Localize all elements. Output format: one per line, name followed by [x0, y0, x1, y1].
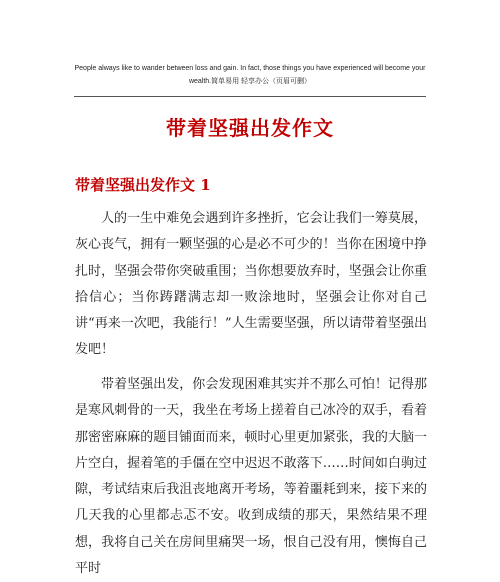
- document-title: 带着坚强出发作文: [166, 116, 334, 140]
- body-paragraph: 人的一生中难免会遇到许多挫折，它会让我们一筹莫展，灰心丧气，拥有一颗坚强的心是必不可少的！当你在困境中挣扎时，坚强会带你突破重围；当你想要放弃时，坚强会让你重拾信心；当你踌躇满志却一败涂地时，坚强会让你对自己讲“再来一次吧，我能行！”人生需要坚强，所以请带着坚强出发吧！: [75, 211, 427, 358]
- page-header: [40, 62, 460, 88]
- header-line-2: wealth.简单易用 轻享办公（页眉可删）: [188, 78, 312, 85]
- header-line-1: People always like to wander between loss and gain. In fact, those things you have experienced will become your: [74, 65, 426, 72]
- section-heading: 带着坚强出发作文 1: [75, 176, 211, 194]
- body-paragraph: 带着坚强出发，你会发现困难其实并不那么可怕！记得那是寒风刺骨的一天，我坐在考场上搓着自己冰冷的双手，看着那密密麻麻的题目铺面而来，顿时心里更加紧张，我的大脑一片空白，握着笔的手僵在空中迟迟不敢落下……时间如白驹过隙，考试结束后我沮丧地离开考场，等着噩耗到来，接下来的几天我的心里都忐忑不安。收到成绩的那天，果然结果不理想，我将自己关在房间里痛哭一场，恨自己没有用，懊悔自己平时: [75, 377, 427, 577]
- header-divider: [74, 96, 426, 97]
